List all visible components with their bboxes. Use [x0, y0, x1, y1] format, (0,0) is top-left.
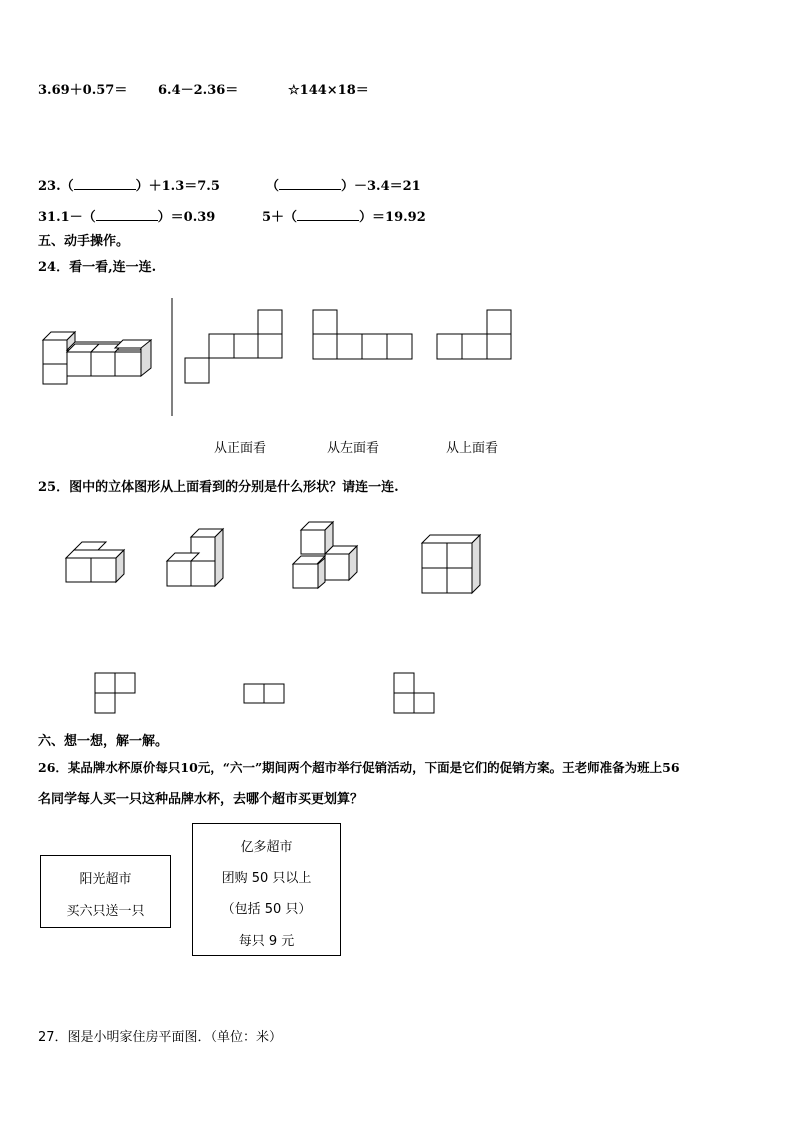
calc-item-2: 6.4－2.36＝ [158, 83, 239, 98]
shop1-offer: 买六只送一只 [66, 904, 145, 919]
shop1-name: 阳光超市 [79, 872, 132, 887]
q23-a-suffix: ）＋1.3＝7.5 [135, 179, 220, 194]
calc-item-1: 3.69＋0.57＝ [38, 83, 128, 98]
q23-b-prefix: （ [266, 179, 280, 194]
shop-box-yiduo [192, 823, 341, 956]
q25-solid-1 [66, 542, 124, 582]
q26-line-1: 26．某品牌水杯原价每只10元，“六一”期间两个超市举行促销活动，下面是它们的促销方案。王老师准备为班上56 [38, 760, 680, 775]
q23-d-suffix: ）＝19.92 [359, 210, 426, 225]
q23-b-suffix: ）－3.4＝21 [341, 179, 421, 194]
shop2-line2: （包括 50 只） [221, 902, 312, 917]
q25-top-view-2 [244, 684, 284, 703]
q27-title: 27．图是小明家住房平面图．（单位：米） [38, 1030, 283, 1045]
q26-line-2: 名同学每人买一只这种品牌水杯，去哪个超市买更划算？ [38, 792, 364, 807]
section-5-heading: 五、动手操作。 [38, 234, 130, 249]
shop2-line1: 团购 50 只以上 [221, 871, 312, 886]
shop2-name: 亿多超市 [240, 840, 293, 855]
q25-solid-4 [422, 535, 480, 593]
q23-c-suffix: ）＝0.39 [157, 210, 216, 225]
view-label-top: 从上面看 [446, 441, 499, 456]
shop2-line3: 每只 9 元 [238, 934, 295, 949]
q24-view-b [313, 310, 412, 359]
q25-top-view-3 [394, 673, 434, 713]
q24-solid-figure [43, 332, 151, 384]
q23-d-prefix: 5＋（ [262, 210, 298, 225]
view-label-front: 从正面看 [214, 441, 267, 456]
calc-item-3: ☆144×18＝ [288, 83, 369, 98]
q23-c-prefix: 31.1－（ [38, 210, 96, 225]
q23-a-prefix: 23.（ [38, 179, 74, 194]
q24-title: 24．看一看,连一连. [38, 260, 157, 275]
q25-title: 25．图中的立体图形从上面看到的分别是什么形状？请连一连. [38, 480, 399, 495]
q25-solid-3 [293, 522, 357, 588]
view-label-left: 从左面看 [327, 441, 380, 456]
q25-top-view-1 [95, 673, 135, 713]
q25-solid-2 [167, 529, 223, 586]
section-6-heading: 六、想一想，解一解。 [38, 734, 169, 749]
q24-view-c [437, 310, 511, 359]
q24-view-a [185, 310, 282, 383]
shop-box-yangguang [40, 855, 171, 928]
